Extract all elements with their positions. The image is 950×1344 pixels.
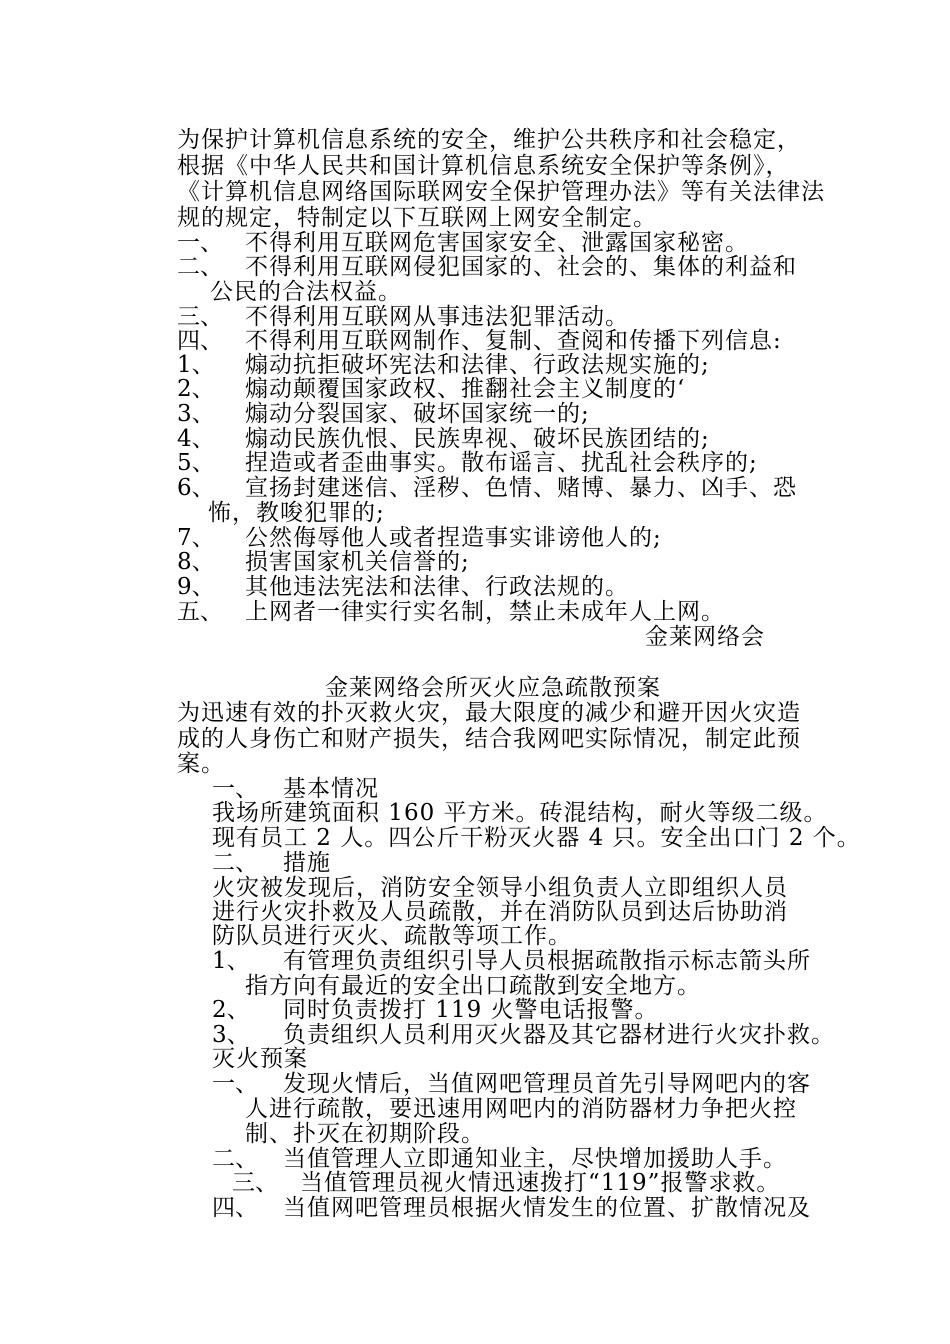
signature: 金莱网络会 xyxy=(645,624,765,650)
item-text: 当值管理员视火情迅速拨打“119”报警求救。 xyxy=(300,1170,781,1196)
intro-line: 案。 xyxy=(177,751,225,777)
item-number: 2、 xyxy=(212,997,250,1023)
rule-number: 一、 xyxy=(177,230,223,256)
item-text-continued: 人进行疏散，要迅速用网吧内的消防器材力争把火控 xyxy=(245,1096,797,1122)
subheading: 基本情况 xyxy=(283,776,379,802)
item-number: 1、 xyxy=(177,352,215,378)
intro-line: 规的规定，特制定以下互联网上网安全制定。 xyxy=(177,205,657,231)
rule-number: 五、 xyxy=(177,599,223,625)
item-text: 同时负责拨打 119 火警电话报警。 xyxy=(283,997,659,1023)
rule-number: 二、 xyxy=(177,254,223,280)
item-number: 一、 xyxy=(212,1071,258,1097)
subheading: 灭火预案 xyxy=(212,1046,308,1072)
rule-text: 不得利用互联网制作、复制、查阅和传播下列信息: xyxy=(245,328,782,354)
item-number: 6、 xyxy=(177,475,215,501)
rule-text-continued: 公民的合法权益。 xyxy=(210,279,402,305)
item-number: 3、 xyxy=(212,1022,250,1048)
intro-line: 为保护计算机信息系统的安全，维护公共秩序和社会稳定， xyxy=(177,127,801,153)
item-text: 负责组织人员利用灭火器及其它器材进行火灾扑救。 xyxy=(283,1022,835,1048)
intro-line: 为迅速有效的扑灭救火灾，最大限度的减少和避开因火灾造 xyxy=(177,700,801,726)
body-line: 现有员工 2 人。四公斤干粉灭火器 4 只。安全出口门 2 个。 xyxy=(212,825,861,851)
item-number: 四、 xyxy=(212,1195,258,1221)
intro-line: 成的人身伤亡和财产损失，结合我网吧实际情况，制定此预 xyxy=(177,726,801,752)
item-number: 1、 xyxy=(212,948,250,974)
item-text-continued: 怖，教唆犯罪的; xyxy=(208,500,385,526)
rule-number: 三、 xyxy=(177,304,223,330)
item-text: 煽动颠覆国家政权、推翻社会主义制度的‘ xyxy=(245,376,686,402)
item-number: 9、 xyxy=(177,574,215,600)
item-text: 当值网吧管理员根据火情发生的位置、扩散情况及 xyxy=(283,1195,811,1221)
heading-number: 二、 xyxy=(212,850,258,876)
item-number: 7、 xyxy=(177,525,215,551)
rule-text: 不得利用互联网危害国家安全、泄露国家秘密。 xyxy=(245,230,749,256)
rule-text: 不得利用互联网侵犯国家的、社会的、集体的利益和 xyxy=(245,254,797,280)
rule-text: 不得利用互联网从事违法犯罪活动。 xyxy=(245,304,629,330)
heading-number: 一、 xyxy=(212,776,258,802)
rule-text: 上网者一律实行实名制，禁止未成年人上网。 xyxy=(245,599,725,625)
item-text: 有管理负责组织引导人员根据疏散指示标志箭头所 xyxy=(283,948,811,974)
item-number: 5、 xyxy=(177,450,215,476)
intro-line: 《计算机信息网络国际联网安全保护管理办法》等有关法律法 xyxy=(177,179,825,205)
body-line: 防队员进行灭火、疏散等项工作。 xyxy=(212,923,572,949)
item-number: 4、 xyxy=(177,426,215,452)
item-number: 2、 xyxy=(177,376,215,402)
section-title: 金莱网络会所灭火应急疏散预案 xyxy=(325,675,661,701)
body-line: 进行火灾扑救及人员疏散，并在消防队员到达后协助消 xyxy=(212,899,788,925)
item-text: 宣扬封建迷信、淫秽、色情、赌博、暴力、凶手、恐 xyxy=(245,475,797,501)
rule-number: 四、 xyxy=(177,328,223,354)
item-text-continued: 指方向有最近的安全出口疏散到安全地方。 xyxy=(245,973,701,999)
item-text: 其他违法宪法和法律、行政法规的。 xyxy=(245,574,629,600)
item-text: 当值管理人立即通知业主，尽快增加援助人手。 xyxy=(283,1146,787,1172)
body-line: 火灾被发现后，消防安全领导小组负责人立即组织人员 xyxy=(212,875,788,901)
intro-line: 根据《中华人民共和国计算机信息系统安全保护等条例》， xyxy=(177,153,790,179)
item-text: 捏造或者歪曲事实。散布谣言、扰乱社会秩序的; xyxy=(245,450,758,476)
item-text-continued: 制、扑灭在初期阶段。 xyxy=(245,1121,485,1147)
item-text: 煽动分裂国家、破坏国家统一的; xyxy=(245,401,590,427)
item-text: 煽动抗拒破坏宪法和法律、行政法规实施的; xyxy=(245,352,710,378)
item-text: 发现火情后，当值网吧管理员首先引导网吧内的客 xyxy=(283,1071,811,1097)
item-text: 煽动民族仇恨、民族卑视、破坏民族团结的; xyxy=(245,426,710,452)
item-number: 三、 xyxy=(232,1170,278,1196)
subheading: 措施 xyxy=(283,850,331,876)
item-text: 公然侮辱他人或者捏造事实诽谤他人的; xyxy=(245,525,662,551)
item-number: 8、 xyxy=(177,549,215,575)
item-number: 二、 xyxy=(212,1146,258,1172)
item-number: 3、 xyxy=(177,401,215,427)
body-line: 我场所建筑面积 160 平方米。砖混结构，耐火等级二级。 xyxy=(212,800,828,826)
item-text: 损害国家机关信誉的; xyxy=(245,549,470,575)
